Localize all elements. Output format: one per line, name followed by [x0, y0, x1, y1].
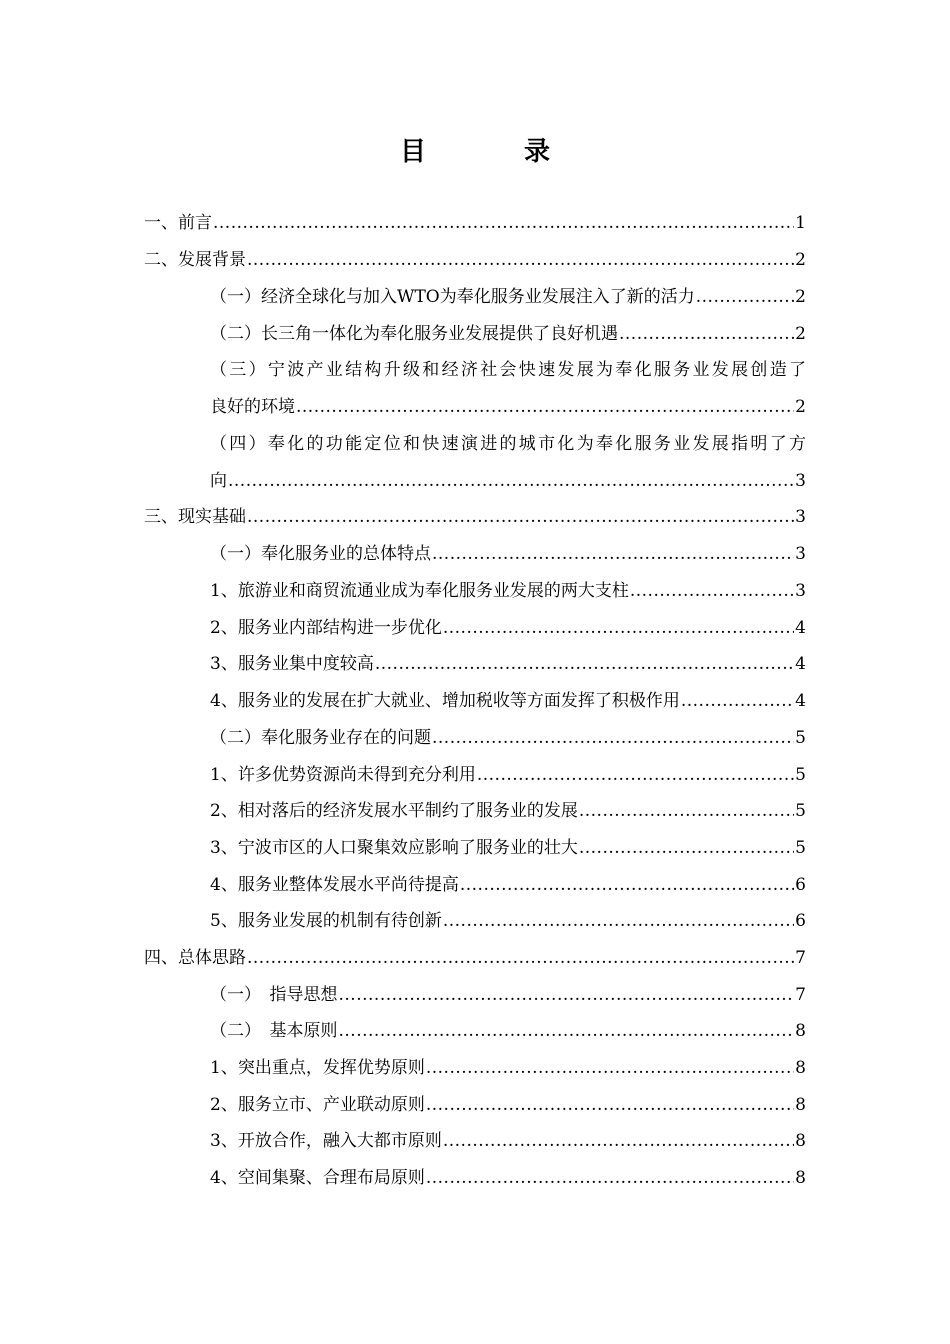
- toc-leader: [443, 1128, 794, 1154]
- toc-entry-text: 4、服务业整体发展水平尚待提高: [210, 875, 459, 895]
- toc-leader: [696, 284, 794, 310]
- toc-leader: [339, 1018, 795, 1044]
- toc-entry-text: 四、总体思路: [144, 948, 246, 968]
- toc-entry-service-city[interactable]: [210, 1092, 806, 1118]
- toc-page-number: 5: [795, 801, 806, 821]
- toc-entry-features[interactable]: [210, 541, 806, 567]
- toc-page-number: 3: [795, 507, 806, 527]
- toc-page-number: 8: [795, 1021, 806, 1041]
- toc-entry-text: （二）奉化服务业存在的问题: [210, 728, 431, 748]
- toc-page-number: 8: [795, 1058, 806, 1078]
- toc-page-number: 5: [795, 838, 806, 858]
- toc-entry-population[interactable]: [210, 835, 806, 861]
- toc-entry-open-cooperation[interactable]: [210, 1128, 806, 1154]
- toc-leader: [247, 504, 794, 530]
- toc-page-number: 8: [795, 1168, 806, 1188]
- toc-leader: [681, 688, 794, 714]
- toc-page-number: 3: [795, 471, 806, 491]
- toc-leader: [339, 982, 795, 1008]
- toc-leader: [426, 1092, 794, 1118]
- toc-entry-text: 5、服务业发展的机制有待创新: [210, 911, 442, 931]
- toc-entry-text: 1、旅游业和商贸流通业成为奉化服务业发展的两大支柱: [210, 581, 629, 601]
- toc-entry-spatial-layout[interactable]: [210, 1165, 806, 1191]
- toc-entry-mechanism[interactable]: [210, 908, 806, 934]
- toc-leader: [247, 945, 794, 971]
- toc-page-number: 8: [795, 1095, 806, 1115]
- toc-leader: [247, 247, 794, 273]
- toc-leader: [630, 578, 794, 604]
- toc-leader: [228, 468, 794, 494]
- toc-entry-overall-approach[interactable]: [144, 945, 806, 971]
- toc-entry-text: 向: [210, 471, 227, 491]
- toc-entry-function-line2[interactable]: [210, 468, 806, 494]
- toc-entry-text: 1、突出重点，发挥优势原则: [210, 1058, 425, 1078]
- toc-page-number: 2: [795, 324, 806, 344]
- toc-entry-text: 4、服务业的发展在扩大就业、增加税收等方面发挥了积极作用: [210, 691, 680, 711]
- toc-entry-reality[interactable]: [144, 504, 806, 530]
- toc-leader: [432, 725, 794, 751]
- toc-entry-ningbo-line1[interactable]: （三）宁波产业结构升级和经济社会快速发展为奉化服务业发展创造了: [210, 360, 806, 380]
- toc-entry-text: 1、许多优势资源尚未得到充分利用: [210, 765, 476, 785]
- toc-leader: [443, 908, 794, 934]
- toc-page-number: 7: [795, 948, 806, 968]
- toc-page-number: 4: [795, 691, 806, 711]
- toc-entry-text: （一）经济全球化与加入WTO为奉化服务业发展注入了新的活力: [210, 287, 695, 307]
- toc-entry-level[interactable]: [210, 872, 806, 898]
- toc-entry-foreword[interactable]: [144, 210, 806, 236]
- toc-leader: [619, 321, 794, 347]
- toc-entry-ningbo-line2[interactable]: [210, 394, 806, 420]
- toc-page-number: 7: [795, 985, 806, 1005]
- toc-entry-concentration[interactable]: [210, 651, 806, 677]
- toc-entry-basic-principles[interactable]: [210, 1018, 806, 1044]
- toc-entry-globalization[interactable]: [210, 284, 806, 310]
- toc-leader: [579, 835, 794, 861]
- toc-entry-structure[interactable]: [210, 615, 806, 641]
- toc-entry-text: （一） 指导思想: [210, 985, 338, 1005]
- toc-leader: [477, 762, 794, 788]
- toc-leader: [426, 1055, 794, 1081]
- toc-entry-background[interactable]: [144, 247, 806, 273]
- toc-leader: [426, 1165, 794, 1191]
- toc-entry-resources[interactable]: [210, 762, 806, 788]
- toc-page-number: 5: [795, 728, 806, 748]
- toc-entry-guiding-ideology[interactable]: [210, 982, 806, 1008]
- toc-entry-text: 3、开放合作，融入大都市原则: [210, 1131, 442, 1151]
- toc-leader: [443, 615, 794, 641]
- toc-page-number: 3: [795, 544, 806, 564]
- toc-entry-economy[interactable]: [210, 798, 806, 824]
- toc-page-number: 1: [795, 213, 806, 233]
- toc-title: 目 录: [399, 137, 586, 167]
- toc-entry-text: 3、服务业集中度较高: [210, 654, 374, 674]
- toc-entry-text: （一）奉化服务业的总体特点: [210, 544, 431, 564]
- toc-entry-text: 2、服务立市、产业联动原则: [210, 1095, 425, 1115]
- toc-entry-text: （二） 基本原则: [210, 1021, 338, 1041]
- toc-page-number: 4: [795, 618, 806, 638]
- toc-entry-function-line1[interactable]: （四）奉化的功能定位和快速演进的城市化为奉化服务业发展指明了方: [210, 434, 806, 454]
- toc-page-number: 4: [795, 654, 806, 674]
- toc-entry-text: 一、前言: [144, 213, 212, 233]
- toc-entry-problems[interactable]: [210, 725, 806, 751]
- toc-leader: [375, 651, 794, 677]
- toc-page-number: 3: [795, 581, 806, 601]
- toc-page-number: 2: [795, 250, 806, 270]
- toc-entry-text: 良好的环境: [210, 397, 295, 417]
- toc-page-number: 2: [795, 287, 806, 307]
- toc-entry-focus[interactable]: [210, 1055, 806, 1081]
- toc-leader: [296, 394, 794, 420]
- toc-page-number: 6: [795, 875, 806, 895]
- toc-entry-text: 2、服务业内部结构进一步优化: [210, 618, 442, 638]
- toc-leader: [579, 798, 794, 824]
- toc-entry-text: 三、现实基础: [144, 507, 246, 527]
- toc-entry-employment[interactable]: [210, 688, 806, 714]
- toc-entry-text: 3、宁波市区的人口聚集效应影响了服务业的壮大: [210, 838, 578, 858]
- toc-entry-text: （二）长三角一体化为奉化服务业发展提供了良好机遇: [210, 324, 618, 344]
- toc-page-number: 5: [795, 765, 806, 785]
- toc-entry-text: 二、发展背景: [144, 250, 246, 270]
- toc-leader: [460, 872, 794, 898]
- toc-entry-yangtze-delta[interactable]: [210, 321, 806, 347]
- toc-leader: [213, 210, 794, 236]
- toc-entry-text: 2、相对落后的经济发展水平制约了服务业的发展: [210, 801, 578, 821]
- toc-page-number: 8: [795, 1131, 806, 1151]
- toc-entry-text: 4、空间集聚、合理布局原则: [210, 1168, 425, 1188]
- toc-page-number: 2: [795, 397, 806, 417]
- toc-page-number: 6: [795, 911, 806, 931]
- toc-leader: [432, 541, 794, 567]
- toc-entry-tourism[interactable]: [210, 578, 806, 604]
